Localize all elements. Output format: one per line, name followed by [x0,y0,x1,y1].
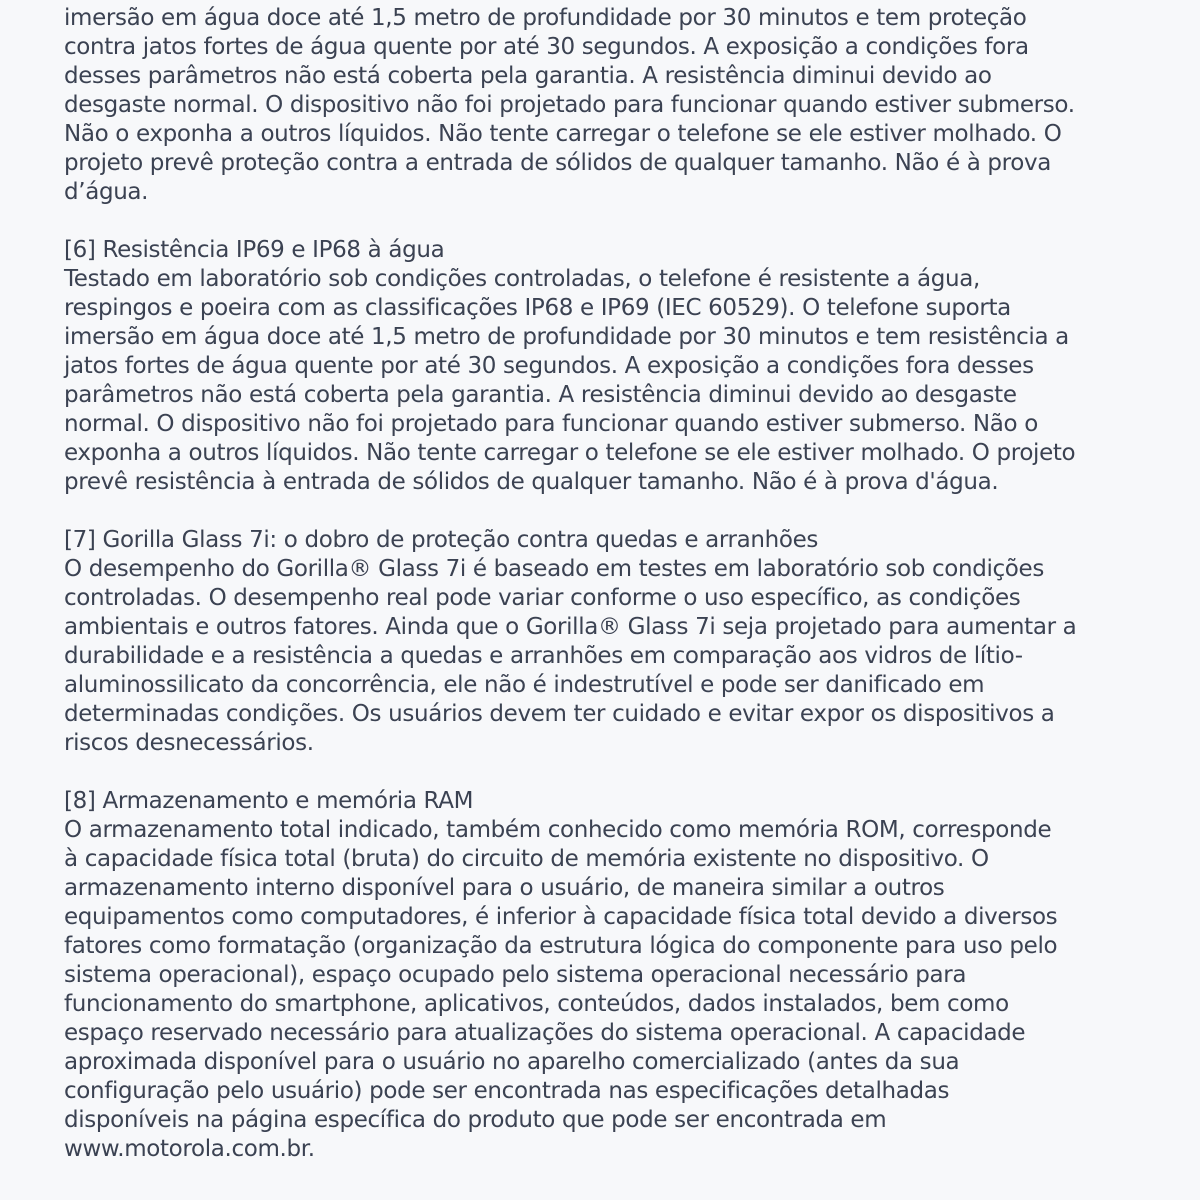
text-line: durabilidade e a resistência a quedas e arranhões em comparação aos vidros de lítio- [64,643,1023,669]
text-line: equipamentos como computadores, é inferior à capacidade física total devido a diversos [64,904,1058,930]
text-line: Não o exponha a outros líquidos. Não tente carregar o telefone se ele estiver molhado. O [64,121,1062,147]
text-line: funcionamento do smartphone, aplicativos, conteúdos, dados instalados, bem como [64,991,1009,1017]
text-line: O desempenho do Gorilla® Glass 7i é baseado em testes em laboratório sob condições [64,556,1044,582]
text-line: à capacidade física total (bruta) do circuito de memória existente no dispositivo. O [64,846,989,872]
text-line: sistema operacional), espaço ocupado pelo sistema operacional necessário para [64,962,967,988]
text-line: www.motorola.com.br. [64,1136,315,1162]
text-line: aluminossilicato da concorrência, ele não é indestrutível e pode ser danificado em [64,672,985,698]
text-line: configuração pelo usuário) pode ser encontrada nas especificações detalhadas [64,1078,950,1104]
text-line: imersão em água doce até 1,5 metro de profundidade por 30 minutos e tem proteção [64,5,1027,31]
section-8-storage-ram [64,787,1154,1164]
text-line: O armazenamento total indicado, também conhecido como memória ROM, corresponde [64,817,1052,843]
text-line: normal. O dispositivo não foi projetado para funcionar quando estiver submerso. Não o [64,411,1038,437]
text-line: fatores como formatação (organização da estrutura lógica do componente para uso pelo [64,933,1058,959]
text-line: disponíveis na página específica do produto que pode ser encontrada em [64,1107,887,1133]
text-line: jatos fortes de água quente por até 30 segundos. A exposição a condições fora desses [64,353,1034,379]
text-line: d’água. [64,179,149,205]
section-spacer [64,497,1154,526]
text-line: ambientais e outros fatores. Ainda que o Gorilla® Glass 7i seja projetado para aumentar a [64,614,1077,640]
text-line: desses parâmetros não está coberta pela garantia. A resistência diminui devido ao [64,63,992,89]
text-line: espaço reservado necessário para atualizações do sistema operacional. A capacidade [64,1020,1026,1046]
text-line: Testado em laboratório sob condições controladas, o telefone é resistente a água, [64,266,980,292]
text-line: contra jatos fortes de água quente por até 30 segundos. A exposição a condições fora [64,34,1029,60]
section-continued [64,4,1154,207]
text-line: imersão em água doce até 1,5 metro de profundidade por 30 minutos e tem resistência a [64,324,1069,350]
section-spacer [64,758,1154,787]
section-title: [8] Armazenamento e memória RAM [64,788,474,814]
document-content [64,0,1154,1164]
text-line: respingos e poeira com as classificações IP68 e IP69 (IEC 60529). O telefone suporta [64,295,1011,321]
text-line: prevê resistência à entrada de sólidos de qualquer tamanho. Não é à prova d'água. [64,469,999,495]
text-line: parâmetros não está coberta pela garantia. A resistência diminui devido ao desgaste [64,382,1017,408]
text-line: determinadas condições. Os usuários devem ter cuidado e evitar expor os dispositivos a [64,701,1055,727]
text-line: projeto prevê proteção contra a entrada de sólidos de qualquer tamanho. Não é à prova [64,150,1051,176]
text-line: desgaste normal. O dispositivo não foi projetado para funcionar quando estiver submerso. [64,92,1075,118]
section-7-gorilla-glass [64,526,1154,758]
section-title: [7] Gorilla Glass 7i: o dobro de proteção contra quedas e arranhões [64,527,819,553]
text-line: aproximada disponível para o usuário no aparelho comercializado (antes da sua [64,1049,960,1075]
section-spacer [64,207,1154,236]
text-line: riscos desnecessários. [64,730,314,756]
text-line: armazenamento interno disponível para o usuário, de maneira similar a outros [64,875,945,901]
section-6-water-resistance [64,236,1154,497]
text-line: controladas. O desempenho real pode variar conforme o uso específico, as condições [64,585,1021,611]
text-line: exponha a outros líquidos. Não tente carregar o telefone se ele estiver molhado. O projeto [64,440,1076,466]
section-title: [6] Resistência IP69 e IP68 à água [64,237,445,263]
